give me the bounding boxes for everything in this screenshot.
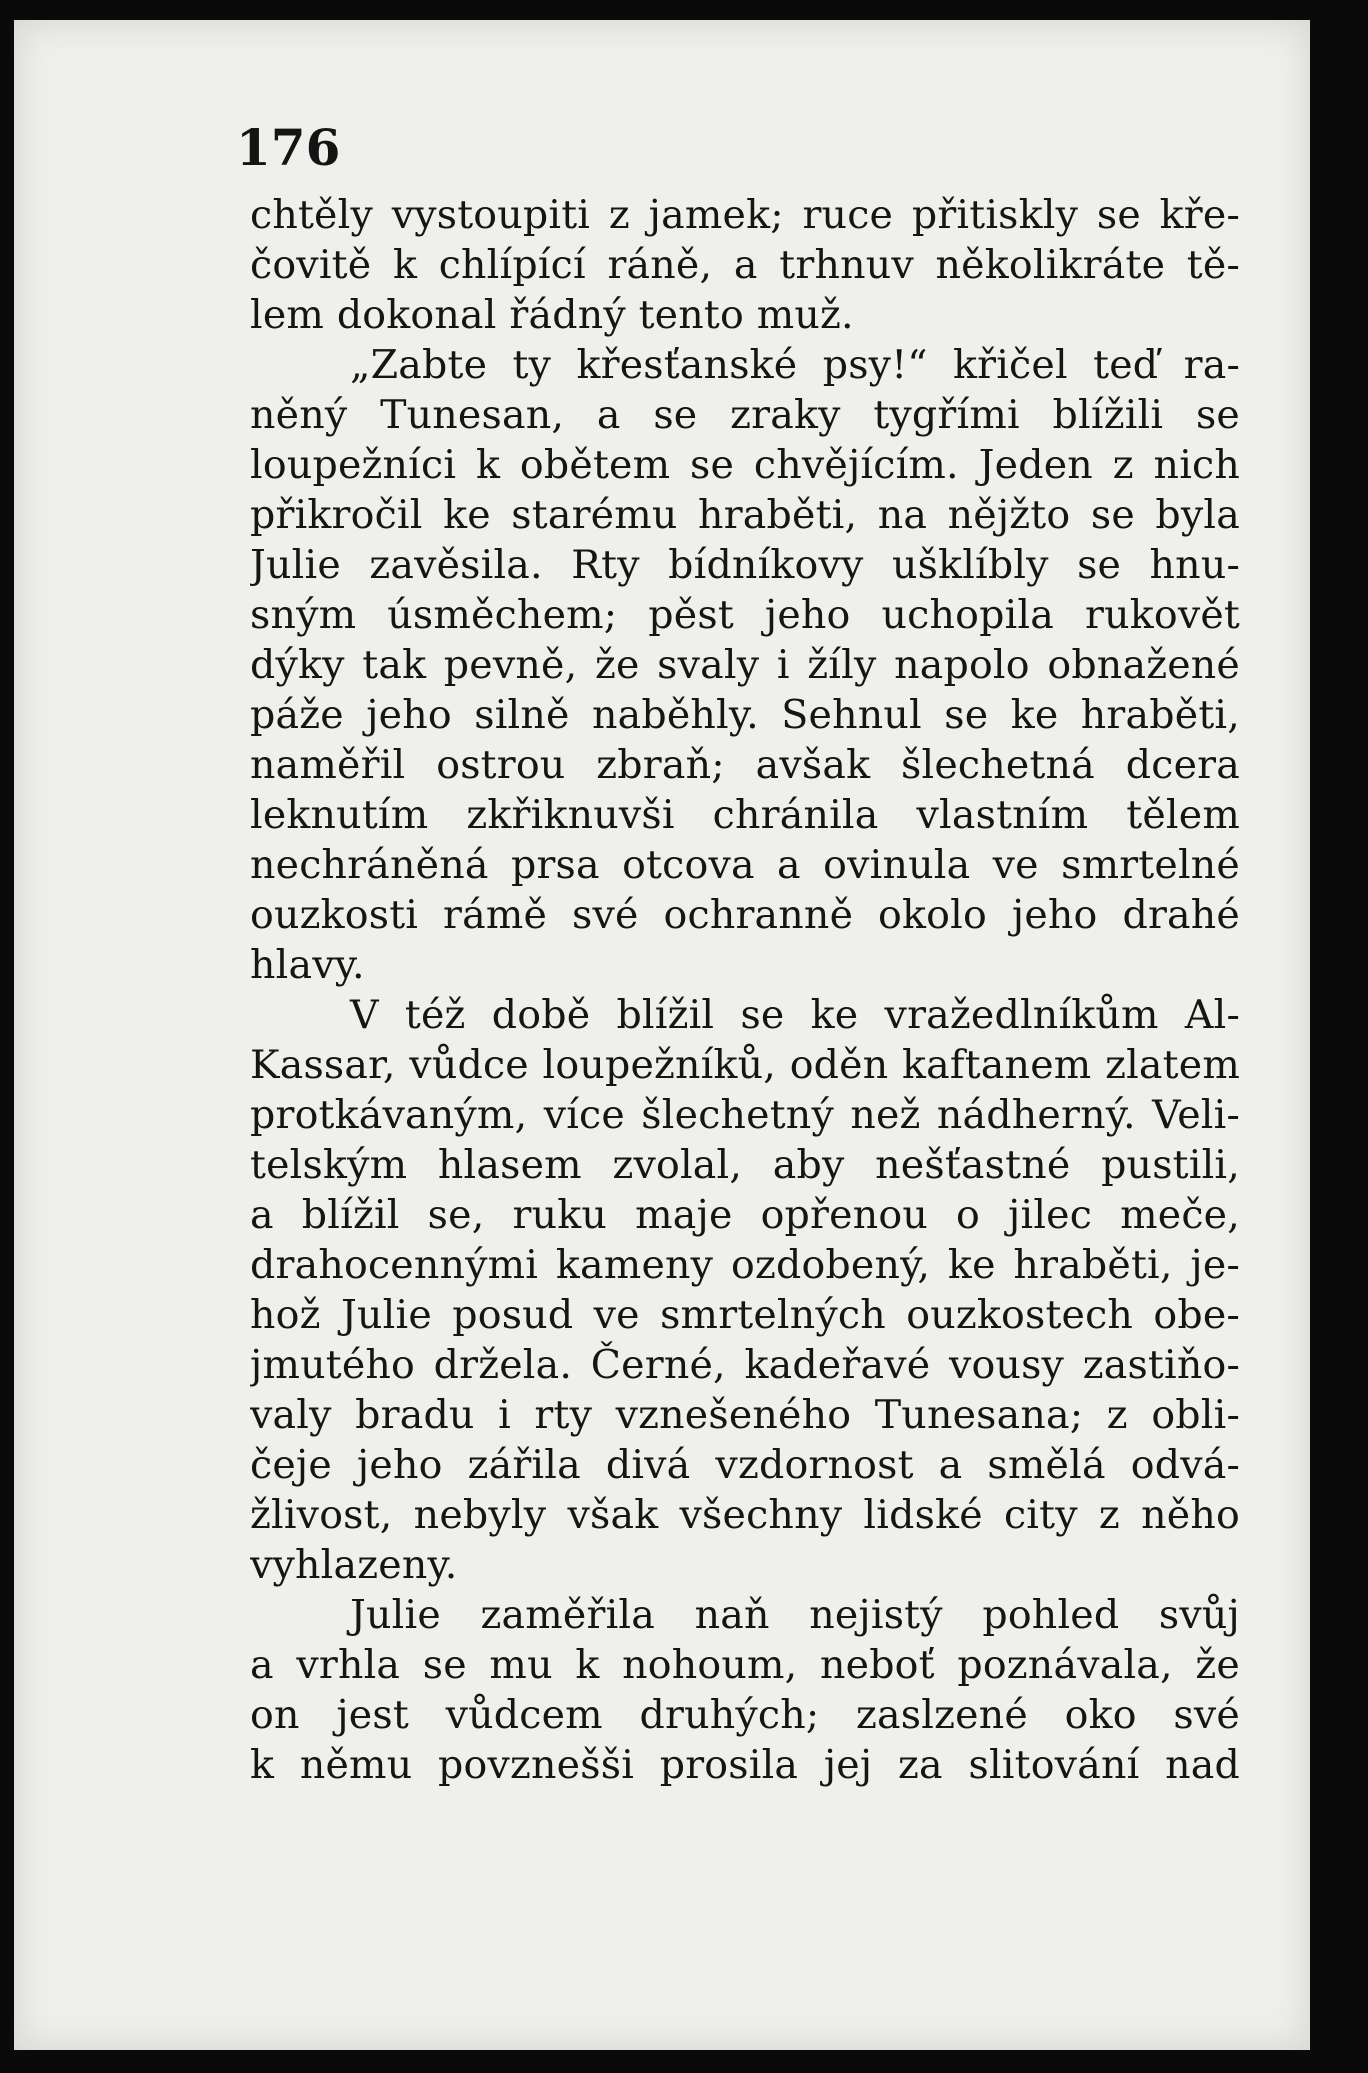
text-line: přikročil ke starému hraběti, na nějžto se byla	[250, 492, 1240, 538]
text-line: jmutého držela. Černé, kadeřavé vousy zastiňo-	[250, 1342, 1240, 1388]
text-line: lem dokonal řádný tento muž.	[250, 292, 854, 338]
text-line: chtěly vystoupiti z jamek; ruce přitiskly se kře-	[250, 192, 1240, 238]
text-line: k němu povznešši prosila jej za slitování nad	[250, 1742, 1240, 1788]
text-line: páže jeho silně naběhly. Sehnul se ke hraběti,	[250, 692, 1240, 738]
text-line: protkávaným, více šlechetný než nádherný. Veli-	[250, 1092, 1240, 1138]
text-line: sným úsměchem; pěst jeho uchopila rukovět	[250, 592, 1240, 638]
text-line: valy bradu i rty vznešeného Tunesana; z obli-	[250, 1392, 1240, 1438]
text-line: ouzkosti rámě své ochranně okolo jeho drahé	[250, 892, 1240, 938]
text-line: nechráněná prsa otcova a ovinula ve smrtelné	[250, 842, 1240, 888]
text-line: loupežníci k obětem se chvějícím. Jeden z nich	[250, 442, 1240, 488]
text-line: naměřil ostrou zbraň; avšak šlechetná dcera	[250, 742, 1240, 788]
text-line: čeje jeho zářila divá vzdornost a smělá odvá-	[250, 1442, 1240, 1488]
text-line: a vrhla se mu k nohoum, neboť poznávala, že	[250, 1642, 1240, 1688]
text-line: vyhlazeny.	[250, 1542, 458, 1588]
text-line: on jest vůdcem druhých; zaslzené oko své	[250, 1692, 1240, 1738]
text-line: hož Julie posud ve smrtelných ouzkostech obe-	[250, 1292, 1240, 1338]
text-line: telským hlasem zvolal, aby nešťastné pustili,	[250, 1142, 1240, 1188]
text-line: Julie zavěsila. Rty bídníkovy ušklíbly se hnu-	[250, 542, 1240, 588]
book-page	[14, 20, 1310, 2050]
text-line: „Zabte ty křesťanské psy!“ křičel teď ra-	[350, 342, 1240, 388]
text-line: leknutím zkřiknuvši chránila vlastním tělem	[250, 792, 1240, 838]
page-number: 176	[236, 118, 341, 177]
text-line: V též době blížil se ke vražedlníkům Al-	[350, 992, 1240, 1038]
text-line: drahocennými kameny ozdobený, ke hraběti, je-	[250, 1242, 1240, 1288]
text-line: žlivost, nebyly však všechny lidské city z něho	[250, 1492, 1240, 1538]
text-line: a blížil se, ruku maje opřenou o jilec meče,	[250, 1192, 1240, 1238]
body-text	[250, 190, 1240, 1790]
text-line: čovitě k chlípící ráně, a trhnuv několikráte tě-	[250, 242, 1240, 288]
text-line: něný Tunesan, a se zraky tygřími blížili se	[250, 392, 1240, 438]
text-line: hlavy.	[250, 942, 365, 988]
text-line: Kassar, vůdce loupežníků, oděn kaftanem zlatem	[250, 1042, 1240, 1088]
text-line: Julie zaměřila naň nejistý pohled svůj	[350, 1592, 1240, 1638]
text-line: dýky tak pevně, že svaly i žíly napolo obnažené	[250, 642, 1240, 688]
